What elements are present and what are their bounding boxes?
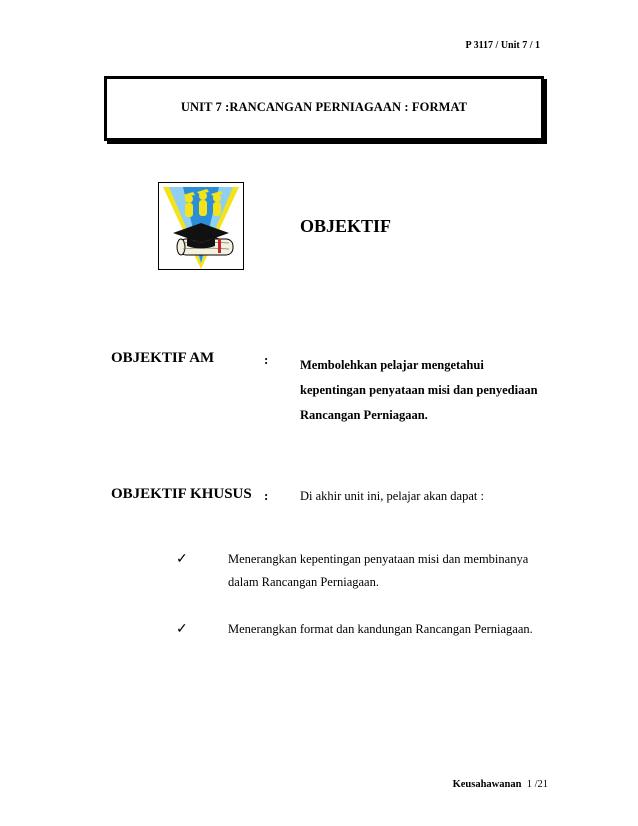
- bullet-line: dalam Rancangan Perniagaan.: [228, 575, 379, 589]
- footer-brand: Keusahawanan: [452, 779, 522, 790]
- objektif-am-line: Rancangan Perniagaan.: [300, 408, 428, 422]
- objective-bullet: [176, 548, 536, 594]
- objektif-khusus-colon: :: [264, 488, 269, 503]
- bullet-line: Menerangkan kepentingan penyataan misi dan membinanya: [228, 552, 529, 566]
- page-footer: [453, 779, 548, 790]
- footer-page-number: 1 /21: [526, 779, 548, 790]
- objektif-am-label: OBJEKTIF AM: [111, 350, 215, 366]
- checkmark-icon: ✓: [176, 552, 188, 567]
- page-code: P 3117 / Unit 7 / 1: [465, 40, 540, 51]
- unit-title-box: [104, 76, 544, 141]
- objektif-am-text: [300, 353, 560, 428]
- objektif-khusus-label: OBJEKTIF KHUSUS: [111, 486, 252, 502]
- checkmark-icon: ✓: [176, 622, 188, 637]
- objektif-heading: OBJEKTIF: [300, 216, 392, 236]
- objektif-am-colon: :: [264, 352, 269, 367]
- objektif-khusus-intro: Di akhir unit ini, pelajar akan dapat :: [300, 489, 484, 503]
- objektif-am-line: Membolehkan pelajar mengetahui: [300, 358, 484, 372]
- objective-bullet: [176, 618, 536, 641]
- objektif-am-line: kepentingan penyataan misi dan penyediaan: [300, 383, 538, 397]
- unit-title: UNIT 7 :RANCANGAN PERNIAGAAN : FORMAT: [180, 100, 468, 114]
- graduation-logo-icon: [158, 182, 244, 270]
- bullet-line: Menerangkan format dan kandungan Rancangan Perniagaan.: [228, 622, 533, 636]
